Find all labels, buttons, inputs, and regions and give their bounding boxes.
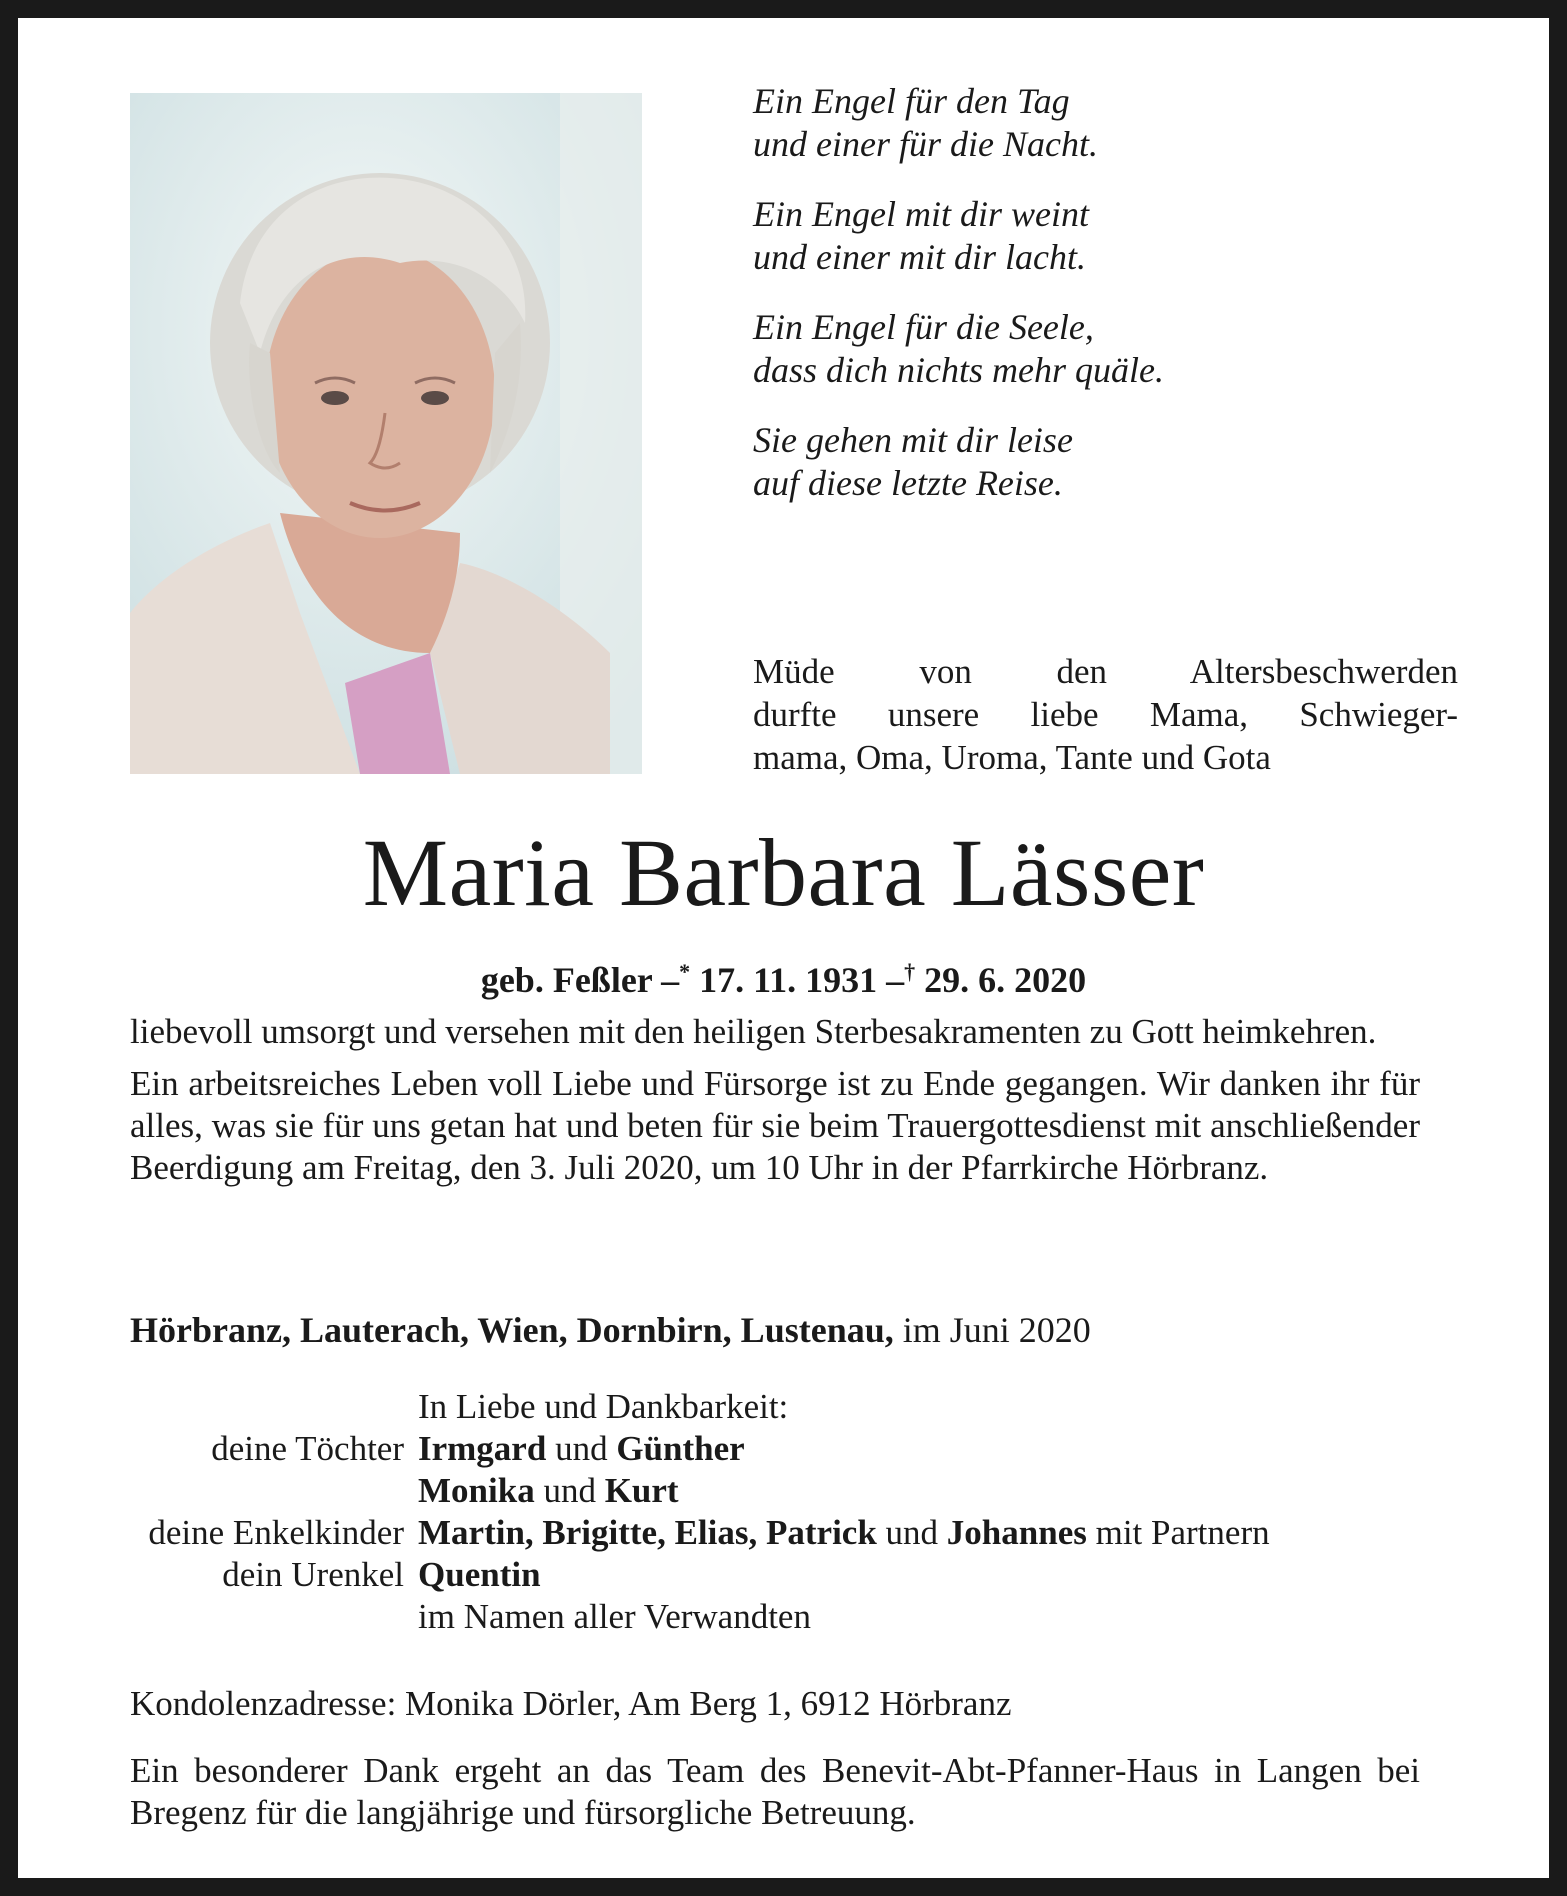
poem-stanza <box>753 306 1453 392</box>
person-name: Günther <box>616 1429 745 1468</box>
birth-symbol: * <box>679 959 691 984</box>
thanks-note: Ein besonderer Dank ergeht an das Team des Benevit-Abt-Pfanner-Haus in Langen bei Bregenz für die langjährige und fürsorgliche Betreuung. <box>130 1751 1420 1832</box>
places-line <box>130 1308 1430 1352</box>
poem-line: Ein Engel mit dir weint <box>753 194 1089 234</box>
poem-line: und einer für die Nacht. <box>753 124 1098 164</box>
body-text <box>130 1011 1420 1199</box>
poem <box>753 80 1453 532</box>
deceased-name: Maria Barbara Lässer <box>362 819 1205 926</box>
signatories <box>78 1386 1518 1638</box>
birth-date: 17. 11. 1931 <box>699 960 878 1000</box>
life-dates <box>18 948 1549 1004</box>
intro-line: Müde von den Altersbeschwerden <box>753 652 1458 691</box>
great-grandchild-row <box>78 1554 1518 1596</box>
portrait-illustration <box>130 93 642 774</box>
body-paragraph: liebevoll umsorgt und versehen mit den heiligen Sterbesakramenten zu Gott heimkehren. <box>130 1012 1377 1051</box>
great-grandchild-label: dein Urenkel <box>222 1555 404 1594</box>
person-name: Johannes <box>946 1513 1087 1552</box>
person-name: Martin, Brigitte, Elias, Patrick <box>418 1513 877 1552</box>
daughters-label: deine Töchter <box>211 1429 404 1468</box>
daughters-row <box>78 1428 1518 1470</box>
person-name: Kurt <box>604 1471 679 1510</box>
signatories-heading: In Liebe und Dankbarkeit: <box>418 1387 789 1426</box>
person-name: Quentin <box>418 1555 541 1594</box>
body-paragraph: Ein arbeitsreiches Leben voll Liebe und Fürsorge ist zu Ende gegangen. Wir danken ihr für alles, was sie für uns getan hat und beten für sie beim Trauergottesdienst mit anschließender Beerdigung am Freitag, den 3. Juli 2020, um 10 Uhr in der Pfarrkirche Hörbranz. <box>130 1064 1420 1187</box>
poem-line: Ein Engel für den Tag <box>753 81 1070 121</box>
empty-label <box>78 1470 418 1512</box>
intro-line: durfte unsere liebe Mama, Schwieger- <box>753 695 1458 734</box>
conjunction: und <box>555 1429 608 1468</box>
partner-note: mit Partnern <box>1095 1513 1270 1552</box>
maiden-name: geb. Feßler <box>480 960 653 1000</box>
intro-line: mama, Oma, Uroma, Tante und Gota <box>753 738 1271 777</box>
poem-line: auf diese letzte Reise. <box>753 463 1063 503</box>
poem-stanza <box>753 80 1453 166</box>
place-date: im Juni 2020 <box>902 1310 1091 1350</box>
poem-line: Ein Engel für die Seele, <box>753 307 1094 347</box>
obituary-card <box>18 18 1549 1878</box>
daughter-couple <box>418 1428 745 1470</box>
empty-label <box>78 1596 418 1638</box>
death-date: 29. 6. 2020 <box>924 960 1087 1000</box>
grandchildren-names <box>418 1512 1270 1554</box>
portrait-photo <box>130 93 642 774</box>
empty-label <box>78 1386 418 1428</box>
separator: – <box>886 960 905 1000</box>
death-symbol: † <box>904 959 916 984</box>
daughters-row <box>78 1470 1518 1512</box>
conjunction: und <box>885 1513 939 1552</box>
intro-text <box>753 650 1458 779</box>
poem-line: Sie gehen mit dir leise <box>753 420 1073 460</box>
separator: – <box>661 960 680 1000</box>
daughter-couple <box>418 1470 679 1512</box>
closing-row <box>78 1596 1518 1638</box>
great-grandchild-name-wrap <box>418 1554 541 1596</box>
person-name: Irmgard <box>418 1429 547 1468</box>
grandchildren-label: deine Enkelkinder <box>148 1513 404 1552</box>
places: Hörbranz, Lauterach, Wien, Dornbirn, Lustenau, <box>130 1310 894 1350</box>
condolence-address: Kondolenzadresse: Monika Dörler, Am Berg 1, 6912 Hörbranz <box>130 1684 1012 1723</box>
closing-line: im Namen aller Verwandten <box>418 1597 811 1636</box>
poem-line: dass dich nichts mehr quäle. <box>753 350 1164 390</box>
poem-stanza <box>753 193 1453 279</box>
person-name: Monika <box>418 1471 535 1510</box>
poem-line: und einer mit dir lacht. <box>753 237 1086 277</box>
grandchildren-row <box>78 1512 1518 1554</box>
conjunction: und <box>543 1471 596 1510</box>
poem-stanza <box>753 419 1453 505</box>
signatories-heading-row <box>78 1386 1518 1428</box>
